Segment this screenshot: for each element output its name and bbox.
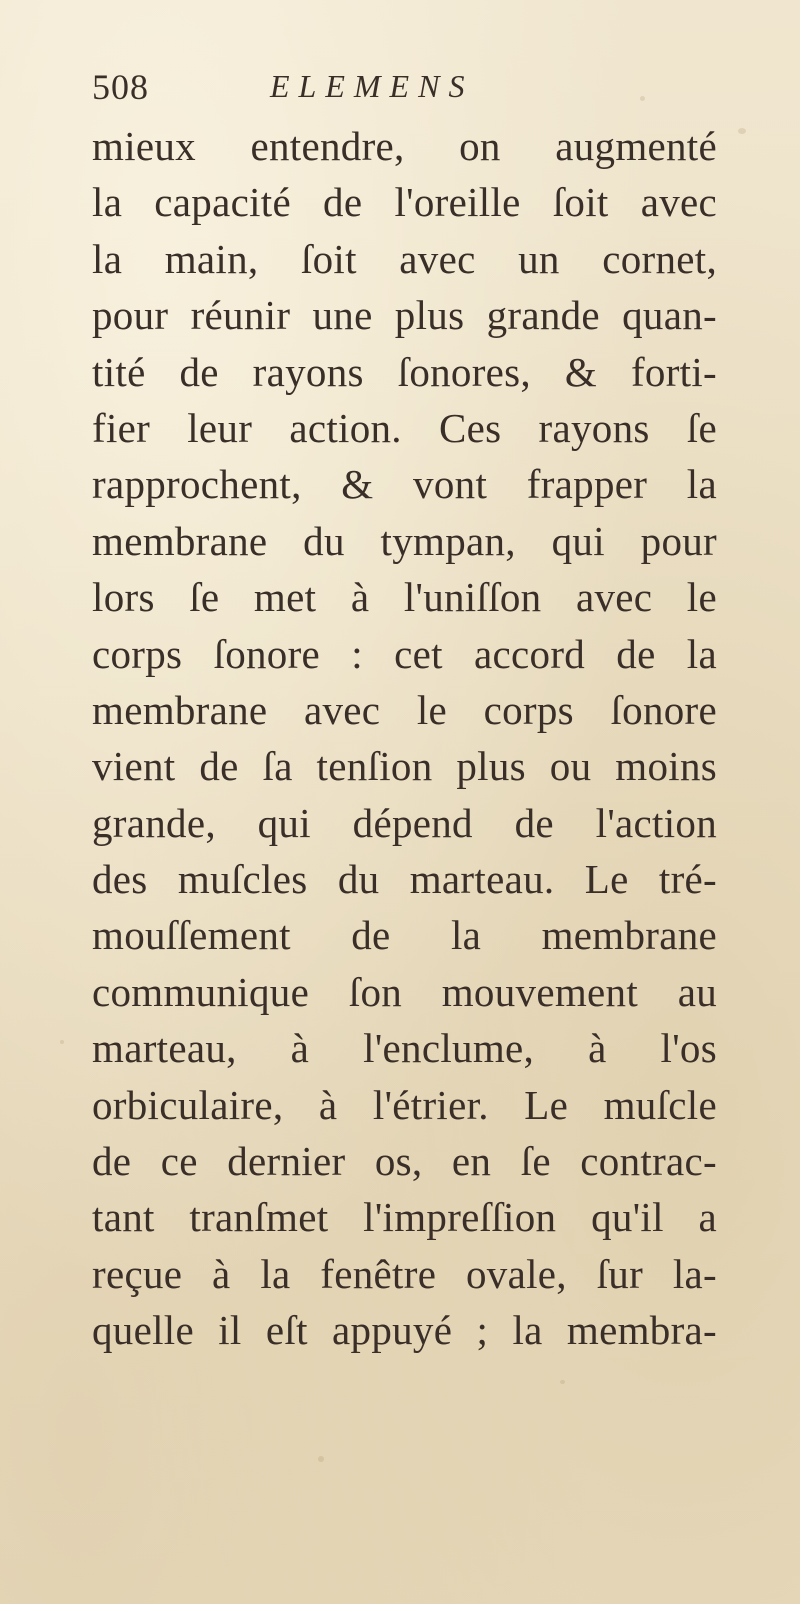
paper-stain xyxy=(560,1380,565,1384)
text-line: grande, qui dépend de l'action xyxy=(92,799,717,846)
body-text xyxy=(92,118,717,1359)
text-line: la main, ſoit avec un cornet, xyxy=(92,235,717,282)
page-header xyxy=(92,66,712,116)
paper-stain xyxy=(738,128,746,134)
text-line: mieux entendre, on augmenté xyxy=(92,123,717,169)
running-title: ELEMENS xyxy=(270,68,474,104)
text-line: mouſſement de la membrane xyxy=(92,912,717,959)
text-line: fier leur action. Ces rayons ſe xyxy=(92,404,717,451)
text-line: lors ſe met à l'uniſſon avec le xyxy=(92,574,717,621)
text-line: marteau, à l'enclume, à l'os xyxy=(92,1025,717,1072)
text-line: tant tranſmet l'impreſſion qu'il a xyxy=(92,1194,717,1241)
text-line: rapprochent, & vont frapper la xyxy=(92,461,717,508)
text-line: communique ſon mouvement au xyxy=(92,968,717,1015)
text-line: quelle il eſt appuyé ; la membra- xyxy=(92,1307,717,1354)
text-line: pour réunir une plus grande quan- xyxy=(92,292,717,339)
paper-stain xyxy=(60,1040,64,1044)
text-line: membrane avec le corps ſonore xyxy=(92,686,717,733)
page-number: 508 xyxy=(92,67,149,107)
text-line: vient de ſa tenſion plus ou moins xyxy=(92,743,717,790)
text-line: orbiculaire, à l'étrier. Le muſcle xyxy=(92,1081,717,1128)
paper-stain xyxy=(318,1456,324,1462)
text-line: tité de rayons ſonores, & forti- xyxy=(92,348,717,395)
text-line: reçue à la fenêtre ovale, ſur la- xyxy=(92,1250,717,1297)
text-line: de ce dernier os, en ſe contrac- xyxy=(92,1138,717,1185)
text-line: des muſcles du marteau. Le tré- xyxy=(92,856,717,903)
text-line: la capacité de l'oreille ſoit avec xyxy=(92,179,717,226)
text-line: membrane du tympan, qui pour xyxy=(92,517,717,564)
text-line: corps ſonore : cet accord de la xyxy=(92,630,717,677)
